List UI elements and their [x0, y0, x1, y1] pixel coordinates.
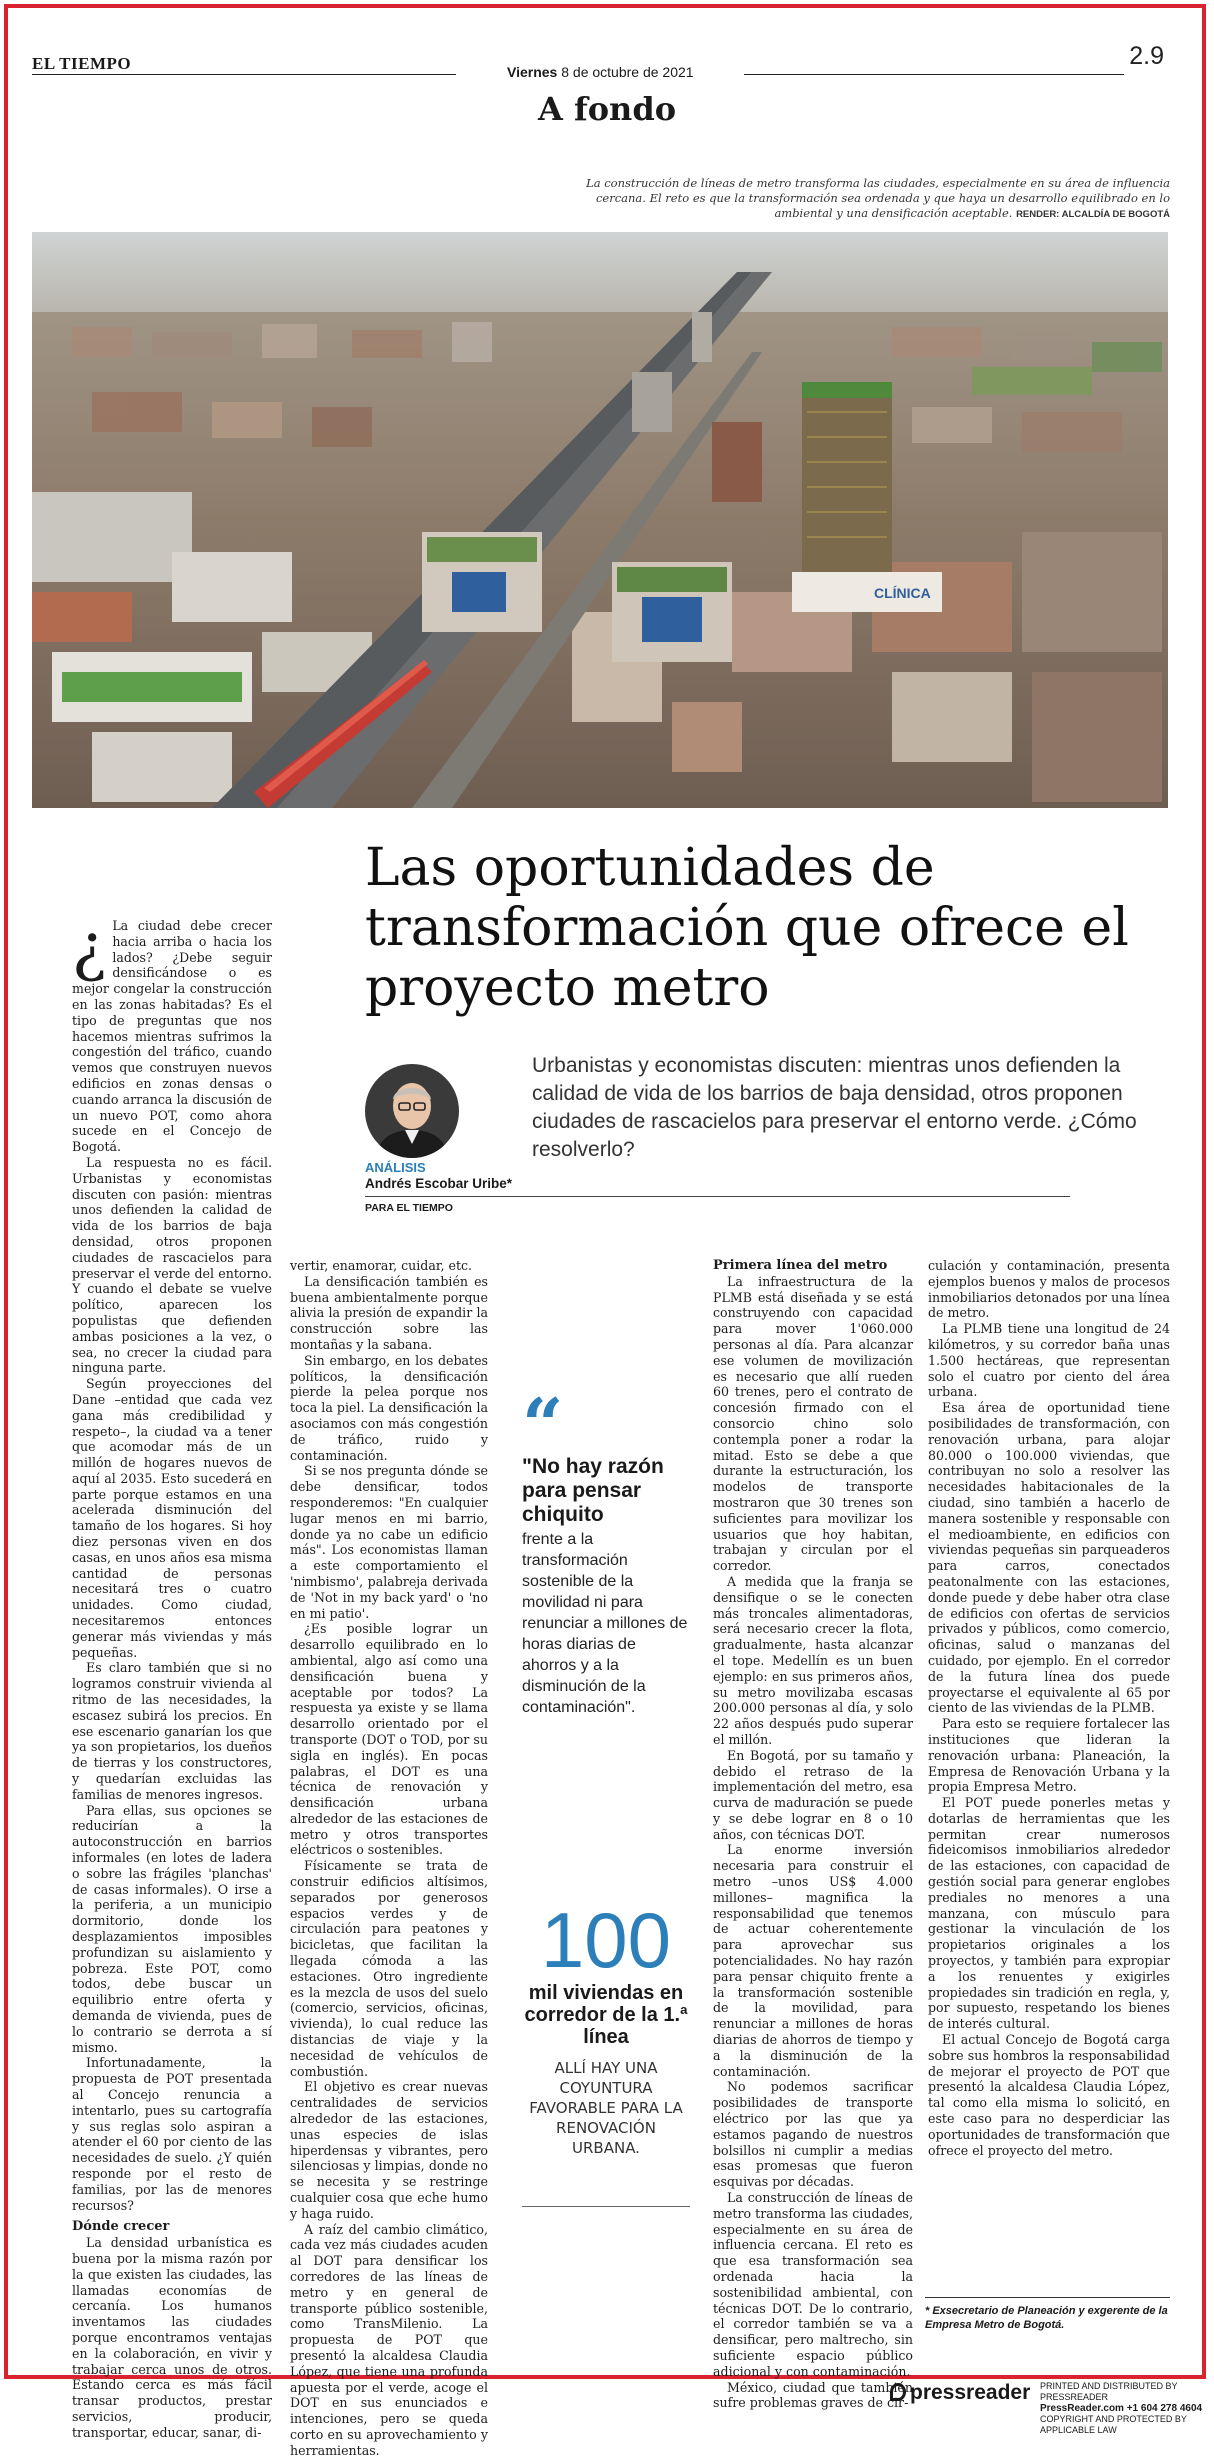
paragraph: Esa área de oportunidad tiene posibilidades de transformación, con renovación urbana, para alojar 80.000 o 100.000 viviendas, que contribuyan no solo a resolver las necesidades habitacionales de la ciudad, sino también a hacerlo de manera sostenible y responsable con el medioambiente, en edificios con viviendas pequeñas sin parqueaderos para carros, conectados peatonalmente con las estaciones, donde puede y debe haber otra clase de edificios con ofertas de servicios privados y públicos, como comercio, oficinas, salud o manzanas del cuidado, por ejemplo. En el corredor de la futura línea dos puede proyectarse el equivalente al 65 por ciento de las viviendas de la PLMB.	[928, 1400, 1170, 1716]
pull-quote	[522, 1382, 690, 1718]
deck: Urbanistas y economistas discuten: mientras unos defienden la calidad de vida de los barrios de baja densidad, otros proponen ciudades de rascacielos para preservar el entorno verde. ¿Cómo resolverlo?	[532, 1054, 1137, 1161]
headline: Las oportunidades de transformación que ofrece el proyecto metro	[365, 838, 1129, 1018]
newspaper-brand: EL TIEMPO	[32, 54, 132, 73]
city-aerial-illustration	[32, 232, 1168, 808]
stat-divider	[522, 2206, 690, 2207]
paragraph: El POT puede ponerles metas y dotarlas de herramientas que les permitan crear numerosos fideicomisos inmobiliarios alrededor de las estaciones, con capacidad de gestión social para generar englobes prediales no menores a una manzana, con músculo para gestionar la vinculación de los propietarios originales a los proyectos, y también para expropiar a los renuentes y exigirles propiedades sin tradición en regla, y, por supuesto, respetando los bienes de interés cultural.	[928, 1795, 1170, 2032]
outlet-credit: PARA EL TIEMPO	[365, 1202, 453, 1214]
paragraph: Si se nos pregunta dónde se debe densificar, todos responderemos: "En cualquier lugar menos en mi barrio, donde ya no cabe un edificio más". Los economistas llaman a este comportamiento el 'nimbismo', palabreja derivada de 'Not in my back yard' o 'no en mi patio'.	[290, 1463, 488, 1621]
article-column-3	[713, 1258, 913, 2411]
quote-mark-icon: “	[522, 1382, 564, 1467]
paragraph: La densificación también es buena ambientalmente porque alivia la presión de expandir la construcción sobre las montañas y la sabana.	[290, 1273, 488, 1352]
paragraph: Infortunadamente, la propuesta de POT presentada al Concejo renuncia a intentarlo, pues su cartografía y sus reglas solo aspiran a atender el 60 por ciento de las necesidades de suelo. ¿Y quién responde por el resto de familias, por las de menores recursos?	[72, 2055, 272, 2213]
pull-quote-lead: "No hay razón para pensar chiquito	[522, 1455, 664, 1526]
metro-render-photo	[32, 232, 1168, 808]
paragraph: En Bogotá, por su tamaño y debido el retraso de la implementación del metro, esa curva de maduración se puede y se debe lograr en 8 o 10 años, con técnicas DOT.	[713, 1747, 913, 1842]
paragraph: La respuesta no es fácil. Urbanistas y economistas discuten con pasión: mientras unos defienden la calidad de vida de los barrios de baja densidad, otros proponen ciudades de rascacielos para preservar el verde del entorno. Y cuando el debate se vuelve político, aparecen los populistas que defienden ambas posiciones a la vez, o sea, no crecer la ciudad para ninguna parte.	[72, 1154, 272, 1376]
photo-credit: RENDER: ALCALDÍA DE BOGOTÁ	[1016, 209, 1170, 220]
article-column-1	[72, 911, 272, 2441]
caption-text: La construcción de líneas de metro transforma las ciudades, especialmente en su área de influencia cercana. El reto es que la transformación sea ordenada y que haya un desarrollo equilibrado en lo ambiental y una densificación aceptable.	[586, 176, 1170, 220]
paragraph: A raíz del cambio climático, cada vez más ciudades acuden al DOT para densificar los corredores de las líneas de metro y en general de transporte público sostenible, como TransMilenio. La propuesta de POT que presentó la alcaldesa Claudia López, que tiene una profunda apuesta por el verde, acoge el DOT en sus enunciados e intenciones, pero se queda corto en su aprovechamiento y herramientas.	[290, 2221, 488, 2458]
date-rest: 8 de octubre de 2021	[561, 64, 694, 80]
paragraph: La enorme inversión necesaria para construir el metro –unos US$ 4.000 millones– magnifica la responsabilidad que tenemos de actuar coherentemente para aprovechar sus potencialidades. No hay razón para pensar chiquito frente a la transformación sostenible de la movilidad, para renunciar a millones de horas diarias de ahorros de tiempo y a la disminución de la contaminación.	[713, 1842, 913, 2079]
paragraph: Para ellas, sus opciones se reducirían a la autoconstrucción en barrios informales (en lotes de ladera o sobre las frágiles 'planchas' de casas informales). O irse a la periferia, a un municipio dormitorio, donde los desplazamientos imposibles profundizan su aislamiento y pobreza. Este POT, como todos, debe buscar un equilibrio entre oferta y demanda de vivienda, pues de lo contrario se derrota a sí mismo.	[72, 1802, 272, 2055]
author-avatar	[365, 1064, 459, 1158]
masthead	[32, 42, 1182, 80]
paragraph: La PLMB tiene una longitud de 24 kilómetros, y su corredor baña unas 1.500 hectáreas, que representan solo el cuatro por ciento del área urbana.	[928, 1321, 1170, 1400]
paragraph: La infraestructura de la PLMB está diseñada y se está construyendo con capacidad para mover 1'060.000 personas al día. Para alcanzar ese volumen de movilización es necesario que allí rueden 60 trenes, pero el contrato de concesión firmado con el consorcio chino solo contempla poner a rodar la mitad. Esto se debe a que durante la estructuración, los modelos de transporte mostraron que 30 trenes son suficientes para movilizar los usuarios que hoy habitan, trabajan y circulan por el corredor.	[713, 1273, 913, 1574]
masthead-rule-right	[744, 74, 1124, 75]
stat-number: 100	[540, 1896, 672, 1984]
paragraph: ¿ La ciudad debe crecer hacia arriba o hacia los lados? ¿Debe seguir densificándose o es mejor congelar la construcción en las zonas habitadas? Es el tipo de preguntas que nos hacemos mientras sufrimos la congestión del tráfico, cuando vemos que construyen nuevos edificios en zonas densas o cuando arranca la discusión de un nuevo POT, como ahora sucede en el Concejo de Bogotá.	[72, 911, 272, 1155]
paragraph: vertir, enamorar, cuidar, etc.	[290, 1258, 473, 1273]
byline-divider	[365, 1196, 1070, 1197]
pull-quote-text: frente a la transformación sostenible de la movilidad ni para renunciar a millones de horas diarias de ahorros y a la disminución de la contaminación".	[522, 1531, 688, 1716]
photo-caption	[560, 176, 1170, 222]
author-name: Andrés Escobar Uribe*	[365, 1176, 513, 1191]
drop-cap: ¿	[72, 911, 107, 985]
article-column-2	[290, 1258, 488, 2459]
pressreader-line-2[interactable]: PressReader.com +1 604 278 4604	[1040, 2403, 1203, 2414]
pressreader-line-1: PRINTED AND DISTRIBUTED BY PRESSREADER	[1040, 2381, 1178, 2402]
author-footnote: * Exsecretario de Planeación y exgerente de la Empresa Metro de Bogotá.	[925, 2305, 1168, 2331]
stat-label: mil viviendas en corredor de la 1.ª línea	[524, 1982, 688, 2048]
stat-subtext: ALLÍ HAY UNA COYUNTURA FAVORABLE PARA LA RENOVACIÓN URBANA.	[529, 2059, 683, 2157]
section-title: A fondo	[537, 90, 677, 128]
paragraph: A medida que la franja se densifique o se le conecten más troncales alimentadoras, será necesario crecer la flota, gradualmente, hasta alcanzar el tope. Medellín es un buen ejemplo: en sus primeros años, su metro movilizaba escasas 200.000 personas al día, y solo 22 años después pudo superar el millón.	[713, 1573, 913, 1747]
subheading: Dónde crecer	[72, 2219, 170, 2235]
paragraph: Físicamente se trata de construir edificios altísimos, separados por generosos espacios verdes y de circulación para peatones y bicicletas, que facilitan la llegada cómoda a las estaciones. Otro ingrediente es la mezcla de usos del suelo (comercio, servicios, oficinas, vivienda), lo cual reduce las distancias de viaje y la necesidad de vehículos de combustión.	[290, 1858, 488, 2079]
pressreader-line-3: COPYRIGHT AND PROTECTED BY APPLICABLE LAW	[1040, 2414, 1187, 2435]
date-day: Viernes	[507, 64, 558, 80]
paragraph: ¿Es posible lograr un desarrollo equilibrado en lo ambiental, algo así como una densificación buena y aceptable por todos? La respuesta ya existe y se llama desarrollo orientado por el transporte (DOT o TOD, por su sigla en inglés). En pocas palabras, el DOT es una técnica de renovación y densificación urbana alrededor de las estaciones de metro y otros transportes eléctricos o sostenibles.	[290, 1621, 488, 1858]
article-column-4	[928, 1258, 1170, 2158]
page-number: 2.9	[1129, 42, 1164, 70]
pressreader-info	[1040, 2381, 1214, 2436]
paragraph: culación y contaminación, presenta ejemplos buenos y malos de procesos inmobiliarios detonados por una línea de metro.	[928, 1258, 1170, 1321]
paragraph: Sin embargo, en los debates políticos, la densificación pierde la pelea porque nos toca la piel. La densificación la asociamos con más congestión de tráfico, ruido y contaminación.	[290, 1352, 488, 1463]
subheading: Primera línea del metro	[713, 1258, 888, 1273]
dateline	[507, 64, 767, 80]
footnote-divider	[925, 2297, 1170, 2298]
paragraph: Según proyecciones del Dane –entidad que cada vez gana más credibilidad y respeto–, la ciudad va a tener que acomodar más de un millón de hogares nuevos de aquí al 2035. Esto sucederá en parte porque estamos en una acelerada disminución del tamaño de los hogares. Si hoy diez personas viven en dos casas, en unos años esa misma cantidad de personas necesitará tres o cuatro unidades. Como ciudad, necesitaremos entonces generar más viviendas y más pequeñas.	[72, 1376, 272, 1660]
section-kicker: ANÁLISIS	[365, 1160, 426, 1175]
author-portrait-illustration	[365, 1064, 459, 1158]
paragraph: La construcción de líneas de metro transforma las ciudades, especialmente en su área de influencia cercana. El reto es que esa transformación sea ordenada hacia la sostenibilidad ambiental, con técnicas DOT. De lo contrario, el corredor también se va a densificar, pero maltrecho, sin suficiente espacio público adicional y con contaminación.	[713, 2190, 913, 2379]
paragraph: No podemos sacrificar posibilidades de transporte eléctrico por las que ya estamos pagando de nuestros bolsillos ni cumplir a medias esas promesas que fueron esquivas por décadas.	[713, 2079, 913, 2190]
stat-callout	[522, 1896, 690, 2158]
paragraph: Es claro también que si no logramos construir vivienda al ritmo de las necesidades, la escasez subirá los precios. En ese escenario ganarían los que ya son propietarios, los dueños de tierras y los constructores, y quedarían excluidas las familias de menores ingresos.	[72, 1660, 272, 1802]
paragraph: El actual Concejo de Bogotá carga sobre sus hombros la responsabilidad de mejorar el proyecto de POT que presentó la alcaldesa Claudia López, tal como ella misma lo solicitó, en este caso para no desperdiciar las oportunidades de transformación que ofrece el proyecto del metro.	[928, 2032, 1170, 2158]
clinic-sign: CLÍNICA	[874, 585, 931, 601]
paragraph: México, ciudad que también sufre problemas graves de cir-	[713, 2379, 913, 2411]
pressreader-logo[interactable]: pressreader	[890, 2381, 1030, 2403]
masthead-rule-left	[32, 74, 456, 75]
paragraph: El objetivo es crear nuevas centralidades de servicios alrededor de las estaciones, unas especies de islas hiperdensas y vibrantes, pero silenciosas y limpias, donde no se necesita y se restringe cualquier cosa que eche humo y haga ruido.	[290, 2079, 488, 2221]
pressreader-icon	[890, 2383, 906, 2401]
paragraph: La densidad urbanística es buena por la misma razón por la que existen las ciudades, las llamadas economías de cercanía. Los humanos inventamos las ciudades porque encontramos ventajas en la colaboración, en vivir y trabajar cerca unos de otros. Estando cerca es más fácil transar productos, prestar servicios, producir, transportar, educar, sanar, di-	[72, 2235, 272, 2440]
paragraph: Para esto se requiere fortalecer las instituciones que lideran la renovación urbana: Planeación, la Empresa de Renovación Urbana y la propia Empresa Metro.	[928, 1716, 1170, 1795]
